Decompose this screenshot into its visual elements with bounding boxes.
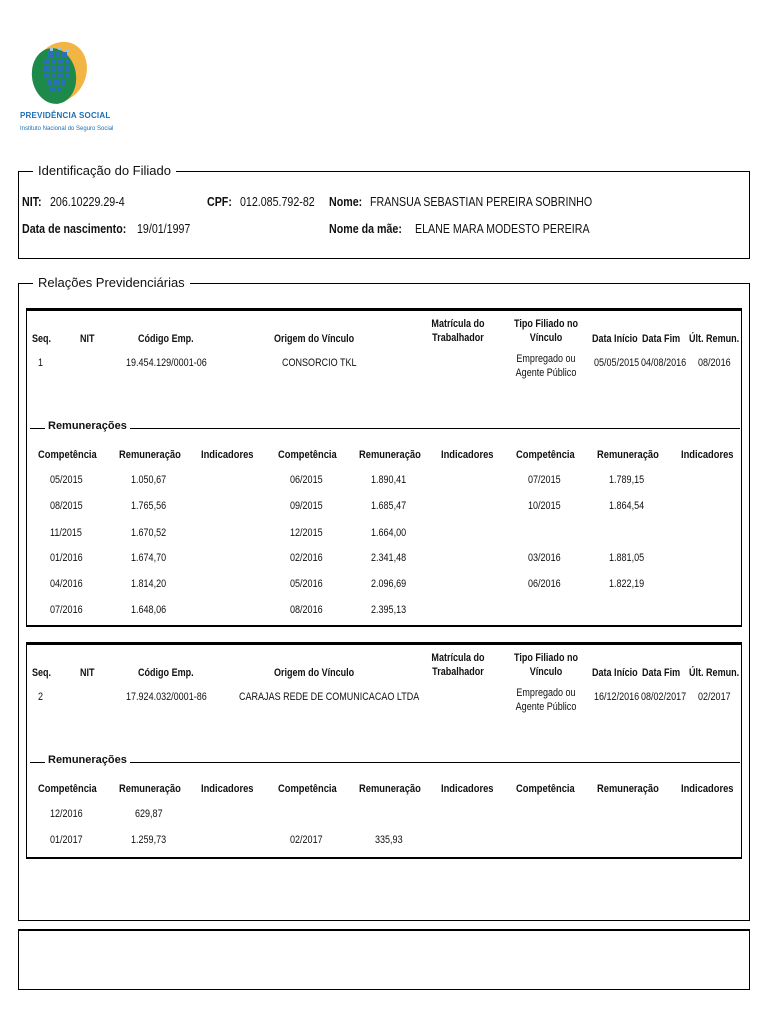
logo-subtitle: Instituto Nacional do Seguro Social bbox=[20, 126, 114, 132]
tipo-header: Tipo Filiado no Vínculo bbox=[514, 318, 578, 344]
mae-label: Nome da mãe: bbox=[329, 221, 402, 236]
remuneracoes-divider bbox=[30, 428, 740, 429]
nit-header: NIT bbox=[80, 667, 95, 679]
competencia-cell: 09/2015 bbox=[290, 500, 323, 512]
remuneracao-cell: 1.765,56 bbox=[131, 500, 167, 512]
remuneracao-cell: 1.864,54 bbox=[609, 500, 645, 512]
origem-header: Origem do Vínculo bbox=[274, 667, 355, 679]
competencia-cell: 11/2015 bbox=[50, 527, 82, 539]
cpf-label: CPF: bbox=[207, 194, 232, 209]
remuneracao-cell: 629,87 bbox=[135, 808, 163, 820]
competencia-header: Competência bbox=[516, 449, 575, 461]
competencia-cell: 01/2017 bbox=[50, 834, 83, 846]
remuneracao-cell: 1.050,67 bbox=[131, 474, 167, 486]
footer-box bbox=[18, 929, 750, 990]
logo-name: PREVIDÊNCIA SOCIAL bbox=[20, 111, 111, 120]
mae-value: ELANE MARA MODESTO PEREIRA bbox=[415, 221, 590, 236]
competencia-cell: 07/2015 bbox=[528, 474, 561, 486]
competencia-cell: 02/2017 bbox=[290, 834, 323, 846]
identificacao-section bbox=[18, 171, 750, 259]
ult-header: Últ. Remun. bbox=[689, 333, 740, 345]
competencia-cell: 10/2015 bbox=[528, 500, 561, 512]
vinculo-inicio: 16/12/2016 bbox=[594, 691, 640, 703]
vinculo-codigo: 17.924.032/0001-86 bbox=[126, 691, 207, 703]
ult-header: Últ. Remun. bbox=[689, 667, 740, 679]
nit-value: 206.10229.29-4 bbox=[50, 194, 125, 209]
remuneracao-cell: 1.664,00 bbox=[371, 527, 407, 539]
competencia-cell: 12/2015 bbox=[290, 527, 323, 539]
competencia-cell: 05/2016 bbox=[290, 578, 323, 590]
codigo-header: Código Emp. bbox=[138, 333, 194, 345]
vinculo-seq: 1 bbox=[38, 357, 44, 369]
previdencia-logo bbox=[18, 38, 118, 138]
fim-header: Data Fim bbox=[642, 333, 681, 345]
codigo-header: Código Emp. bbox=[138, 667, 194, 679]
competencia-cell: 06/2016 bbox=[528, 578, 561, 590]
previdencia-logo-icon bbox=[18, 38, 98, 110]
identificacao-title: Identificação do Filiado bbox=[33, 164, 176, 178]
inicio-header: Data Início bbox=[592, 667, 638, 679]
remuneracao-cell: 1.814,20 bbox=[131, 578, 167, 590]
remuneracao-header: Remuneração bbox=[119, 783, 181, 795]
fim-header: Data Fim bbox=[642, 667, 681, 679]
remuneracao-cell: 1.674,70 bbox=[131, 552, 167, 564]
vinculo-inicio: 05/05/2015 bbox=[594, 357, 640, 369]
remuneracao-cell: 2.096,69 bbox=[371, 578, 407, 590]
nome-value: FRANSUA SEBASTIAN PEREIRA SOBRINHO bbox=[370, 194, 593, 209]
competencia-cell: 05/2015 bbox=[50, 474, 83, 486]
remuneracao-cell: 2.395,13 bbox=[371, 604, 407, 616]
vinculo-fim: 04/08/2016 bbox=[641, 357, 687, 369]
remuneracao-cell: 1.685,47 bbox=[371, 500, 407, 512]
nascimento-value: 19/01/1997 bbox=[137, 221, 191, 236]
indicadores-header: Indicadores bbox=[681, 783, 734, 795]
competencia-cell: 04/2016 bbox=[50, 578, 83, 590]
competencia-cell: 12/2016 bbox=[50, 808, 83, 820]
remuneracao-header: Remuneração bbox=[119, 449, 181, 461]
nit-header: NIT bbox=[80, 333, 95, 345]
competencia-header: Competência bbox=[38, 783, 97, 795]
competencia-cell: 02/2016 bbox=[290, 552, 323, 564]
nascimento-label: Data de nascimento: bbox=[22, 221, 127, 236]
remuneracao-cell: 1.259,73 bbox=[131, 834, 167, 846]
vinculo-codigo: 19.454.129/0001-06 bbox=[126, 357, 207, 369]
remuneracoes-title: Remunerações bbox=[45, 754, 130, 767]
remuneracao-cell: 1.789,15 bbox=[609, 474, 645, 486]
vinculo-tipo: Empregado ou Agente Público bbox=[515, 353, 577, 379]
competencia-cell: 06/2015 bbox=[290, 474, 323, 486]
indicadores-header: Indicadores bbox=[201, 449, 254, 461]
inicio-header: Data Início bbox=[592, 333, 638, 345]
indicadores-header: Indicadores bbox=[681, 449, 734, 461]
remuneracao-header: Remuneração bbox=[597, 449, 659, 461]
competencia-cell: 08/2015 bbox=[50, 500, 83, 512]
competencia-cell: 08/2016 bbox=[290, 604, 323, 616]
competencia-header: Competência bbox=[278, 449, 337, 461]
matricula-header: Matrícula do Trabalhador bbox=[431, 652, 485, 678]
competencia-cell: 03/2016 bbox=[528, 552, 561, 564]
indicadores-header: Indicadores bbox=[441, 783, 494, 795]
remuneracao-header: Remuneração bbox=[597, 783, 659, 795]
origem-header: Origem do Vínculo bbox=[274, 333, 355, 345]
vinculo-tipo: Empregado ou Agente Público bbox=[515, 687, 577, 713]
remuneracao-cell: 1.822,19 bbox=[609, 578, 645, 590]
remuneracao-header: Remuneração bbox=[359, 783, 421, 795]
relacoes-title: Relações Previdenciárias bbox=[33, 276, 190, 290]
competencia-header: Competência bbox=[38, 449, 97, 461]
vinculo-fim: 08/02/2017 bbox=[641, 691, 687, 703]
remuneracao-header: Remuneração bbox=[359, 449, 421, 461]
vinculo-origem: CARAJAS REDE DE COMUNICACAO LTDA bbox=[239, 691, 420, 703]
matricula-header: Matrícula do Trabalhador bbox=[431, 318, 485, 344]
remuneracao-cell: 1.890,41 bbox=[371, 474, 407, 486]
nit-label: NIT: bbox=[22, 194, 42, 209]
seq-header: Seq. bbox=[32, 333, 52, 345]
competencia-cell: 07/2016 bbox=[50, 604, 83, 616]
remuneracao-cell: 1.670,52 bbox=[131, 527, 167, 539]
cpf-value: 012.085.792-82 bbox=[240, 194, 315, 209]
indicadores-header: Indicadores bbox=[201, 783, 254, 795]
remuneracao-cell: 2.341,48 bbox=[371, 552, 407, 564]
tipo-header: Tipo Filiado no Vínculo bbox=[514, 652, 578, 678]
vinculo-origem: CONSORCIO TKL bbox=[282, 357, 357, 369]
vinculo-seq: 2 bbox=[38, 691, 44, 703]
indicadores-header: Indicadores bbox=[441, 449, 494, 461]
seq-header: Seq. bbox=[32, 667, 52, 679]
remuneracao-cell: 1.881,05 bbox=[609, 552, 645, 564]
competencia-header: Competência bbox=[516, 783, 575, 795]
vinculo-ult: 02/2017 bbox=[698, 691, 731, 703]
remuneracao-cell: 335,93 bbox=[375, 834, 403, 846]
competencia-cell: 01/2016 bbox=[50, 552, 83, 564]
vinculo-ult: 08/2016 bbox=[698, 357, 731, 369]
remuneracoes-title: Remunerações bbox=[45, 420, 130, 433]
competencia-header: Competência bbox=[278, 783, 337, 795]
remuneracoes-divider bbox=[30, 762, 740, 763]
remuneracao-cell: 1.648,06 bbox=[131, 604, 167, 616]
nome-label: Nome: bbox=[329, 194, 363, 209]
